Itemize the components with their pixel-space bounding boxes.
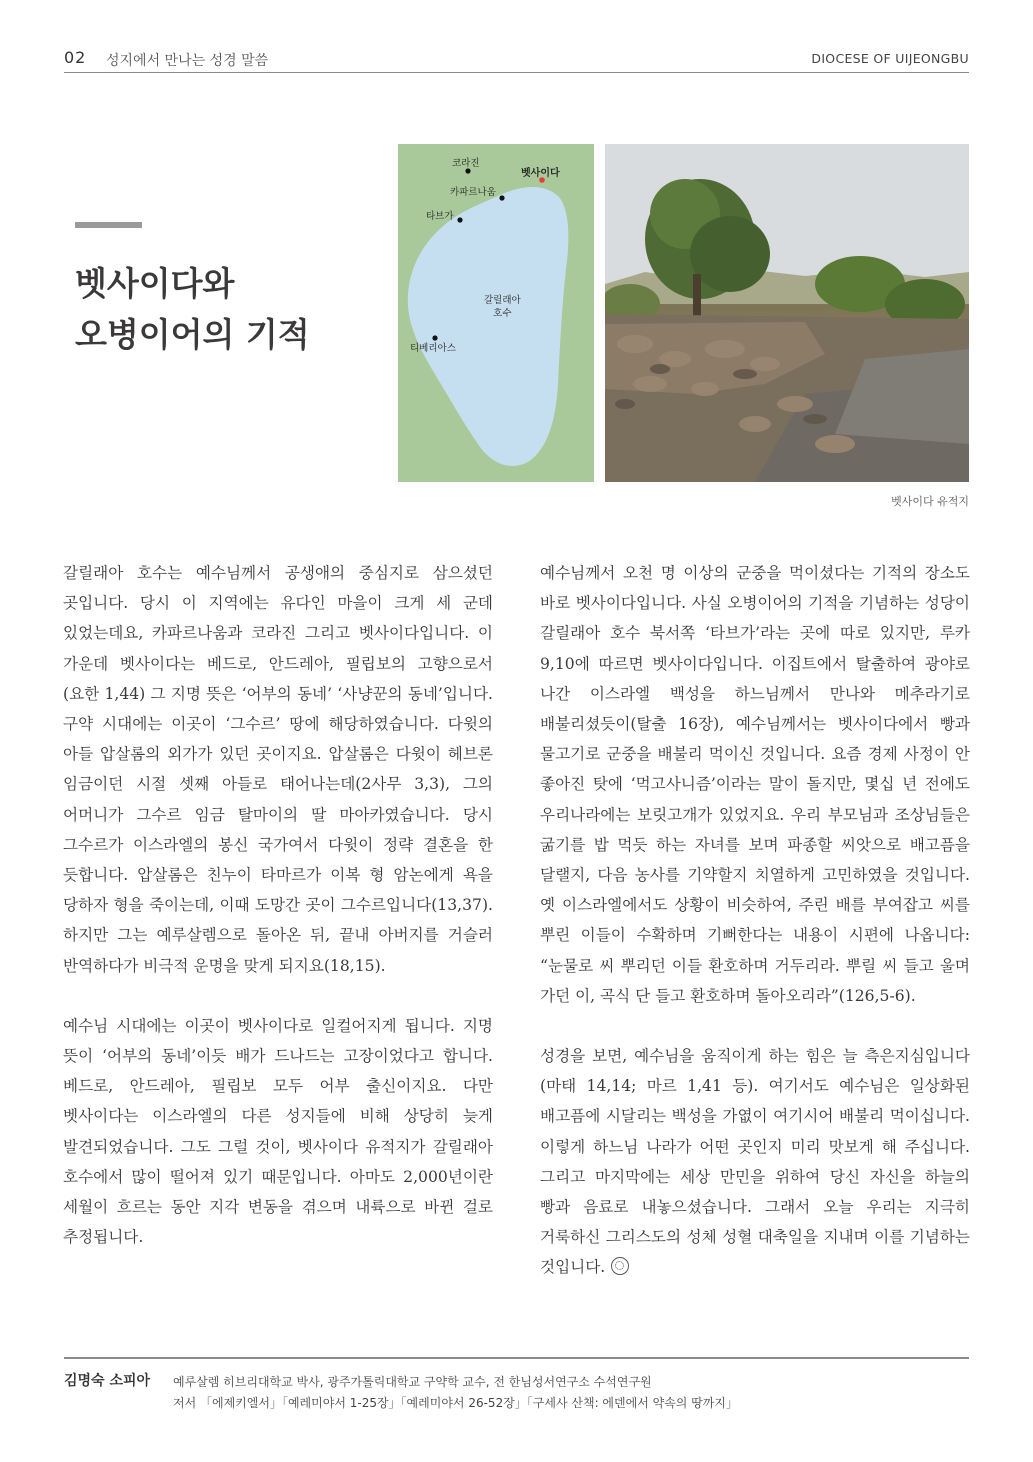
- body-column-left: [63, 558, 493, 1282]
- footer-divider: [64, 1357, 969, 1359]
- map-label-capernaum: 카파르나움: [450, 187, 496, 198]
- korazin-marker: [465, 168, 470, 173]
- body-paragraph: 갈릴래아 호수는 예수님께서 공생애의 중심지로 삼으셨던 곳입니다. 당시 이 지역에는 유다인 마을이 크게 세 군데 있었는데요, 카파르나움과 코라진 그리고 벳사이다입니다. 이 가운데 벳사이다는 베드로, 안드레아, 필립보의 고향으로서(요한 1,44) 그 지명 뜻은 ‘어부의 동네’ ‘사냥꾼의 동네’입니다. 구약 시대에는 이곳이 ‘그수르’ 땅에 해당하였습니다. 다윗의 아들 압살롬의 외가가 있던 곳이지요. 압살롬은 다윗이 헤브론 임금이던 시절 셋째 아들로 태어나는데(2사무 3,3), 그의 어머니가 그수르 임금 탈마이의 딸 마아카였습니다. 당시 그수르가 이스라엘의 봉신 국가여서 다윗이 정략 결혼을 한 듯합니다. 압살롬은 친누이 타마르가 이복 형 암논에게 욕을 당하자 형을 죽이는데, 이때 도망간 곳이 그수르입니다(13,37). 하지만 그는 예루살렘으로 돌아온 뒤, 끝내 아버지를 거슬러 반역하다가 비극적 운명을 맞게 되지요(18,15).: [63, 564, 493, 975]
- body-paragraph-text: 성경을 보면, 예수님을 움직이게 하는 힘은 늘 측은지심입니다(마태 14,14; 마르 1,41 등). 여기서도 예수님은 일상화된 배고픔에 시달리는 백성을 가엾이 여기시어 배불리 먹이십니다. 이렇게 하느님 나라가 어떤 곳인지 미리 맛보게 해 주십니다. 그리고 마지막에는 세상 만민을 위하여 당신 자신을 하늘의 빵과 음료로 내놓으셨습니다. 그래서 오늘 우리는 지극히 거룩하신 그리스도의 성체 성혈 대축일을 지내며 이를 기념하는 것입니다.: [540, 1047, 970, 1277]
- bethsaida-site-photo: [605, 144, 969, 482]
- author-bio-line-2: 저서 「에제키엘서」「예레미야서 1-25장」「예레미야서 26-52장」「구세사 산책: 에덴에서 약속의 땅까지」: [173, 1396, 738, 1410]
- page-header: [64, 44, 969, 73]
- capernaum-marker: [499, 195, 504, 200]
- end-mark-icon: [611, 1257, 629, 1275]
- title-line-2: 오병이어의 기적: [75, 315, 310, 354]
- publisher-name: DIOCESE OF UIJEONGBU: [811, 51, 969, 66]
- title-line-1: 벳사이다와: [75, 264, 235, 303]
- photo-illustration: [605, 144, 969, 482]
- body-paragraph-last: [540, 1041, 970, 1283]
- author-bio: [173, 1372, 738, 1414]
- author-name: 김명숙 소피아: [64, 1373, 151, 1389]
- map-label-bethsaida: 벳사이다: [521, 168, 560, 179]
- author-bio-line-1: 예루살렘 히브리대학교 박사, 광주가톨릭대학교 구약학 교수, 전 한님성서연구소 수석연구원: [173, 1375, 652, 1389]
- body-paragraph: 예수님 시대에는 이곳이 벳사이다로 일컬어지게 됩니다. 지명 뜻이 ‘어부의 동네’이듯 배가 드나드는 고장이었다고 합니다. 베드로, 안드레아, 필립보 모두 어부 출신이지요. 다만 벳사이다는 이스라엘의 다른 성지들에 비해 상당히 늦게 발견되었습니다. 그도 그럴 것이, 벳사이다 유적지가 갈릴래아 호수에서 많이 떨어져 있기 때문입니다. 아마도 2,000년이란 세월이 흐르는 동안 지각 변동을 겪으며 내륙으로 바뀐 걸로 추정됩니다.: [63, 1016, 493, 1247]
- map-label-lake: 갈릴래아 호수: [484, 295, 521, 319]
- photo-caption: 벳사이다 유적지: [891, 495, 969, 508]
- body-column-right: [540, 558, 970, 1313]
- article-title: [75, 258, 310, 360]
- body-paragraph: 예수님께서 오천 명 이상의 군중을 먹이셨다는 기적의 장소도 바로 벳사이다입니다. 사실 오병이어의 기적을 기념하는 성당이 갈릴래아 호수 북서쪽 ‘타브가’라는 곳에 따로 있지만, 루카 9,10에 따르면 벳사이다입니다. 이집트에서 탈출하여 광야로 나간 이스라엘 백성을 하느님께서 만나와 메추라기로 배불리셨듯이(탈출 16장), 예수님께서는 벳사이다에서 빵과 물고기로 군중을 배불리 먹이신 것입니다. 요즘 경제 사정이 안 좋아진 탓에 ‘먹고사니즘’이라는 말이 돌지만, 몇십 년 전에도 우리나라에는 보릿고개가 있었지요. 우리 부모님과 조상님들은 굶기를 밥 먹듯 하는 자녀를 보며 파종할 씨앗으로 배고픔을 달랠지, 다음 농사를 기약할지 치열하게 고민하였을 것입니다. 옛 이스라엘에서도 상황이 비슷하여, 주린 배를 부여잡고 씨를 뿌린 이들이 수확하며 기뻐한다는 내용이 시편에 나옵니다: “눈물로 씨 뿌리던 이들 환호하며 거두리라. 뿌릴 씨 들고 울며 가던 이, 곡식 단 들고 환호하며 돌아오리라”(126,5-6).: [540, 564, 970, 1005]
- section-title: 성지에서 만나는 성경 말씀: [106, 53, 269, 69]
- lake-shape: [408, 187, 569, 466]
- map-label-tiberias: 티베리아스: [410, 343, 456, 354]
- title-accent-bar: [75, 222, 142, 228]
- map-label-tabgha: 타브가: [426, 211, 454, 222]
- tabgha-marker: [457, 217, 462, 222]
- galilee-map: [398, 144, 594, 482]
- map-label-korazin: 코라진: [452, 158, 480, 169]
- page-number: 02: [64, 48, 87, 67]
